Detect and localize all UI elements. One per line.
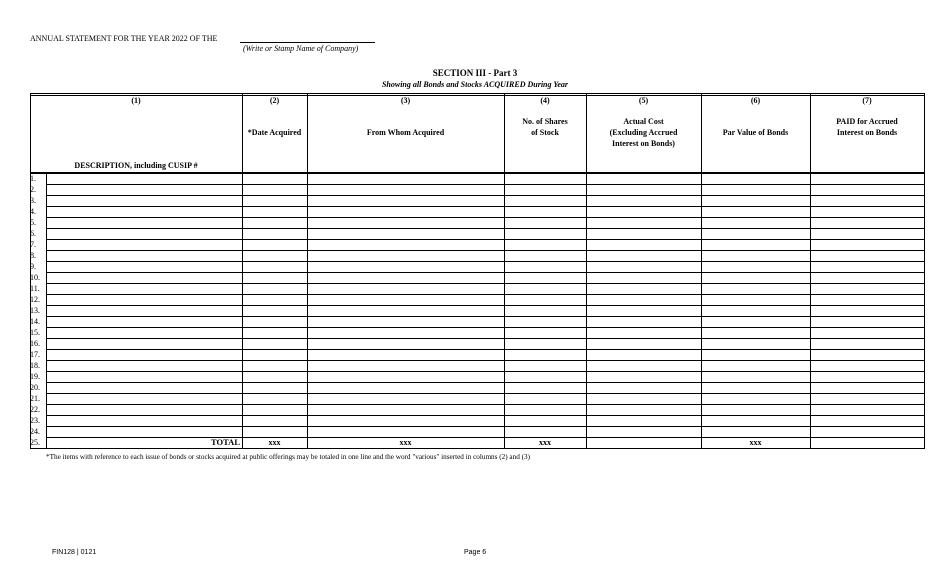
total-cell: xxx <box>268 438 281 447</box>
column-header: Actual Cost <box>623 117 664 126</box>
row-number: 3. <box>30 196 36 205</box>
row-rule <box>46 184 925 185</box>
row-rule <box>46 305 925 306</box>
row-number: 23. <box>30 416 40 425</box>
row-rule <box>46 360 925 361</box>
column-header: *Date Acquired <box>247 128 302 137</box>
row-number: 6. <box>30 229 36 238</box>
column-header: From Whom Acquired <box>366 128 445 137</box>
column-header: PAID for Accrued <box>836 117 898 126</box>
page-number: Page 6 <box>464 549 487 556</box>
row-number: 12. <box>30 295 40 304</box>
row-number: 21. <box>30 394 40 403</box>
row-number: 13. <box>30 306 40 315</box>
column-number: (1) <box>131 96 141 105</box>
column-number: (4) <box>540 96 550 105</box>
form-id: FIN128 | 0121 <box>52 549 97 556</box>
column-rule <box>810 93 811 449</box>
row-rule <box>46 393 925 394</box>
row-number: 8. <box>30 251 36 260</box>
row-rule <box>46 415 925 416</box>
column-rule <box>924 93 925 449</box>
row-number: 4. <box>30 207 36 216</box>
row-rule <box>46 349 925 350</box>
section-title: SECTION III - Part 3 <box>432 68 518 78</box>
section-subtitle: Showing all Bonds and Stocks ACQUIRED During Year <box>381 80 569 89</box>
column-header: No. of Shares <box>522 117 568 126</box>
row-number: 24. <box>30 427 40 436</box>
row-rule <box>30 448 925 449</box>
column-rule <box>307 93 308 449</box>
row-number: 19. <box>30 372 40 381</box>
column-number: (3) <box>400 96 411 105</box>
row-number: 20. <box>30 383 40 392</box>
row-number: 17. <box>30 350 40 359</box>
column-number: (7) <box>862 96 872 105</box>
row-number: 14. <box>30 317 40 326</box>
row-number: 1. <box>30 174 36 183</box>
company-name-hint: (Write or Stamp Name of Company) <box>243 44 359 53</box>
total-cell: xxx <box>749 438 762 447</box>
header-statement: ANNUAL STATEMENT FOR THE YEAR 2022 OF THE <box>30 34 218 43</box>
row-number: 10. <box>30 273 40 282</box>
row-rule <box>46 250 925 251</box>
row-number: 9. <box>30 262 36 271</box>
header-divider <box>30 172 925 174</box>
column-number: (6) <box>750 96 761 105</box>
row-number-rule <box>46 174 47 449</box>
column-number: (5) <box>638 96 649 105</box>
row-rule <box>46 426 925 427</box>
row-rule <box>46 382 925 383</box>
row-number: 11. <box>30 284 40 293</box>
column-rule <box>701 93 702 449</box>
row-rule <box>46 206 925 207</box>
row-number: 7. <box>30 240 36 249</box>
column-header: (Excluding Accrued <box>609 128 678 137</box>
row-number: 15. <box>30 328 40 337</box>
column-header: of Stock <box>531 128 559 137</box>
row-rule <box>46 272 925 273</box>
row-rule <box>46 261 925 262</box>
row-number: 25. <box>30 438 40 447</box>
row-rule <box>46 217 925 218</box>
row-number: 18. <box>30 361 40 370</box>
column-header: Par Value of Bonds <box>722 128 789 137</box>
row-rule <box>46 195 925 196</box>
row-rule <box>46 316 925 317</box>
column-number: (2) <box>269 96 280 105</box>
row-number: 2. <box>30 185 36 194</box>
total-cell: xxx <box>539 438 551 447</box>
table-border-top <box>30 93 925 94</box>
column-header: Interest on Bonds) <box>612 139 675 148</box>
row-rule <box>46 371 925 372</box>
footnote: *The items with reference to each issue of bonds or stocks acquired at public offerings may be totaled in one line and the word "various" inserted in columns (2) and (3) <box>46 453 530 461</box>
row-rule <box>46 294 925 295</box>
row-rule <box>46 327 925 328</box>
column-header: DESCRIPTION, including CUSIP # <box>74 161 198 170</box>
row-rule <box>46 404 925 405</box>
total-cell: xxx <box>399 438 412 447</box>
column-rule <box>242 93 243 449</box>
column-header: Interest on Bonds <box>836 128 898 137</box>
row-rule <box>46 338 925 339</box>
row-rule <box>46 239 925 240</box>
row-rule <box>46 228 925 229</box>
row-number: 22. <box>30 405 40 414</box>
row-rule <box>46 283 925 284</box>
total-label: TOTAL <box>211 437 240 447</box>
row-number: 5. <box>30 218 36 227</box>
row-number: 16. <box>30 339 40 348</box>
column-rule <box>504 93 505 449</box>
